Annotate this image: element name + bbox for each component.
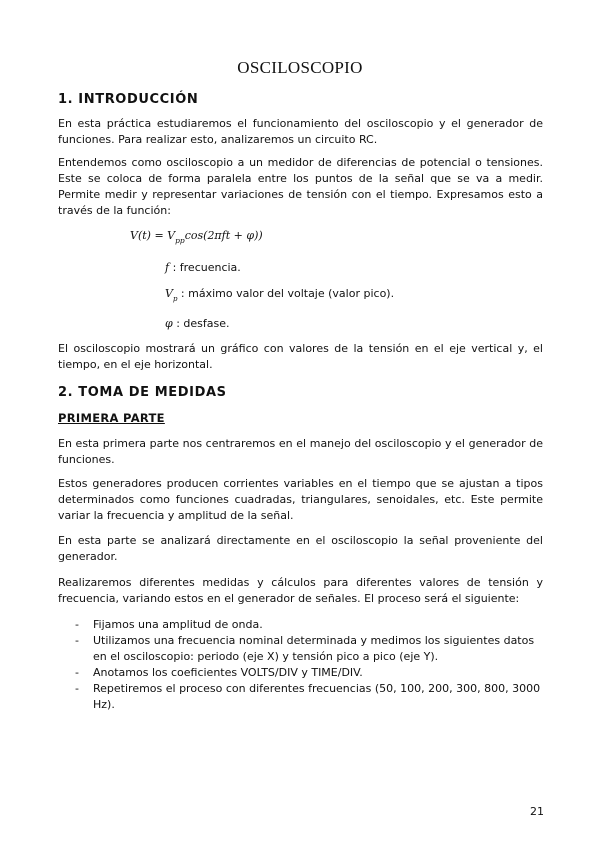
definition-text: : frecuencia. [169,261,241,274]
section-heading-introduccion: 1. INTRODUCCIÓN [58,92,199,107]
definition-frequency [165,261,241,274]
formula-lhs: V(t) = V [130,229,176,242]
definition-text: : desfase. [172,317,230,330]
definition-peak-voltage [165,287,395,303]
section-heading-toma-de-medidas: 2. TOMA DE MEDIDAS [58,385,227,400]
page-number: 21 [530,805,544,818]
intro-paragraph-2: Entendemos como osciloscopio a un medidor de diferencias de potencial o tensiones. Este se coloca de forma paralela entre los puntos de la señal que se va a medir. Permite medir y representar variaciones de tensión con el tiempo. Expresamos esto a través de la función: [58,156,543,217]
part1-paragraph-1: En esta primera parte nos centraremos en el manejo del osciloscopio y el generador de funciones. [58,437,543,466]
list-bullet: - [75,682,79,695]
definition-symbol: V [165,287,173,300]
part1-paragraph-4: Realizaremos diferentes medidas y cálculos para diferentes valores de tensión y frecuencia, variando estos en el generador de señales. El proceso será el siguiente: [58,576,543,605]
formula-rhs: cos(2πft + φ)) [184,229,263,242]
voltage-formula [130,229,263,245]
part1-paragraph-2: Estos generadores producen corrientes variables en el tiempo que se ajustan a tipos determinados como funciones cuadradas, triangulares, senoidales, etc. Este permite variar la frecuencia y amplitud de la señal. [58,477,543,522]
definition-symbol: f [165,261,170,274]
definition-symbol: φ [165,317,173,330]
definition-subscript: p [172,295,178,303]
part1-paragraph-3: En esta parte se analizará directamente en el osciloscopio la señal proveniente del generador. [58,534,543,563]
intro-paragraph-1: En esta práctica estudiaremos el funcionamiento del osciloscopio y el generador de funciones. Para realizar esto, analizaremos un circuito RC. [58,117,543,146]
definition-phase [165,317,230,330]
intro-paragraph-3: El osciloscopio mostrará un gráfico con valores de la tensión en el eje vertical y, el tiempo, en el eje horizontal. [58,342,543,371]
list-item-text: Utilizamos una frecuencia nominal determinada y medimos los siguientes datos en el osciloscopio: periodo (eje X) y tensión pico a pico (eje Y). [93,634,535,663]
list-item-text: Fijamos una amplitud de onda. [93,618,263,631]
procedure-list [75,617,545,713]
definition-text: : máximo valor del voltaje (valor pico). [177,287,395,300]
list-item-text: Repetiremos el proceso con diferentes frecuencias (50, 100, 200, 300, 800, 3000 Hz). [93,682,541,711]
list-item [75,665,545,681]
list-item [75,633,545,665]
formula-subscript: pp [175,236,185,245]
list-item-text: Anotamos los coeficientes VOLTS/DIV y TIME/DIV. [93,666,363,679]
page-title: OSCILOSCOPIO [237,58,363,77]
subsection-heading-primera-parte: PRIMERA PARTE [58,411,165,425]
list-item [75,617,545,633]
list-item [75,681,545,713]
list-bullet: - [75,618,79,631]
list-bullet: - [75,666,79,679]
list-bullet: - [75,634,79,647]
